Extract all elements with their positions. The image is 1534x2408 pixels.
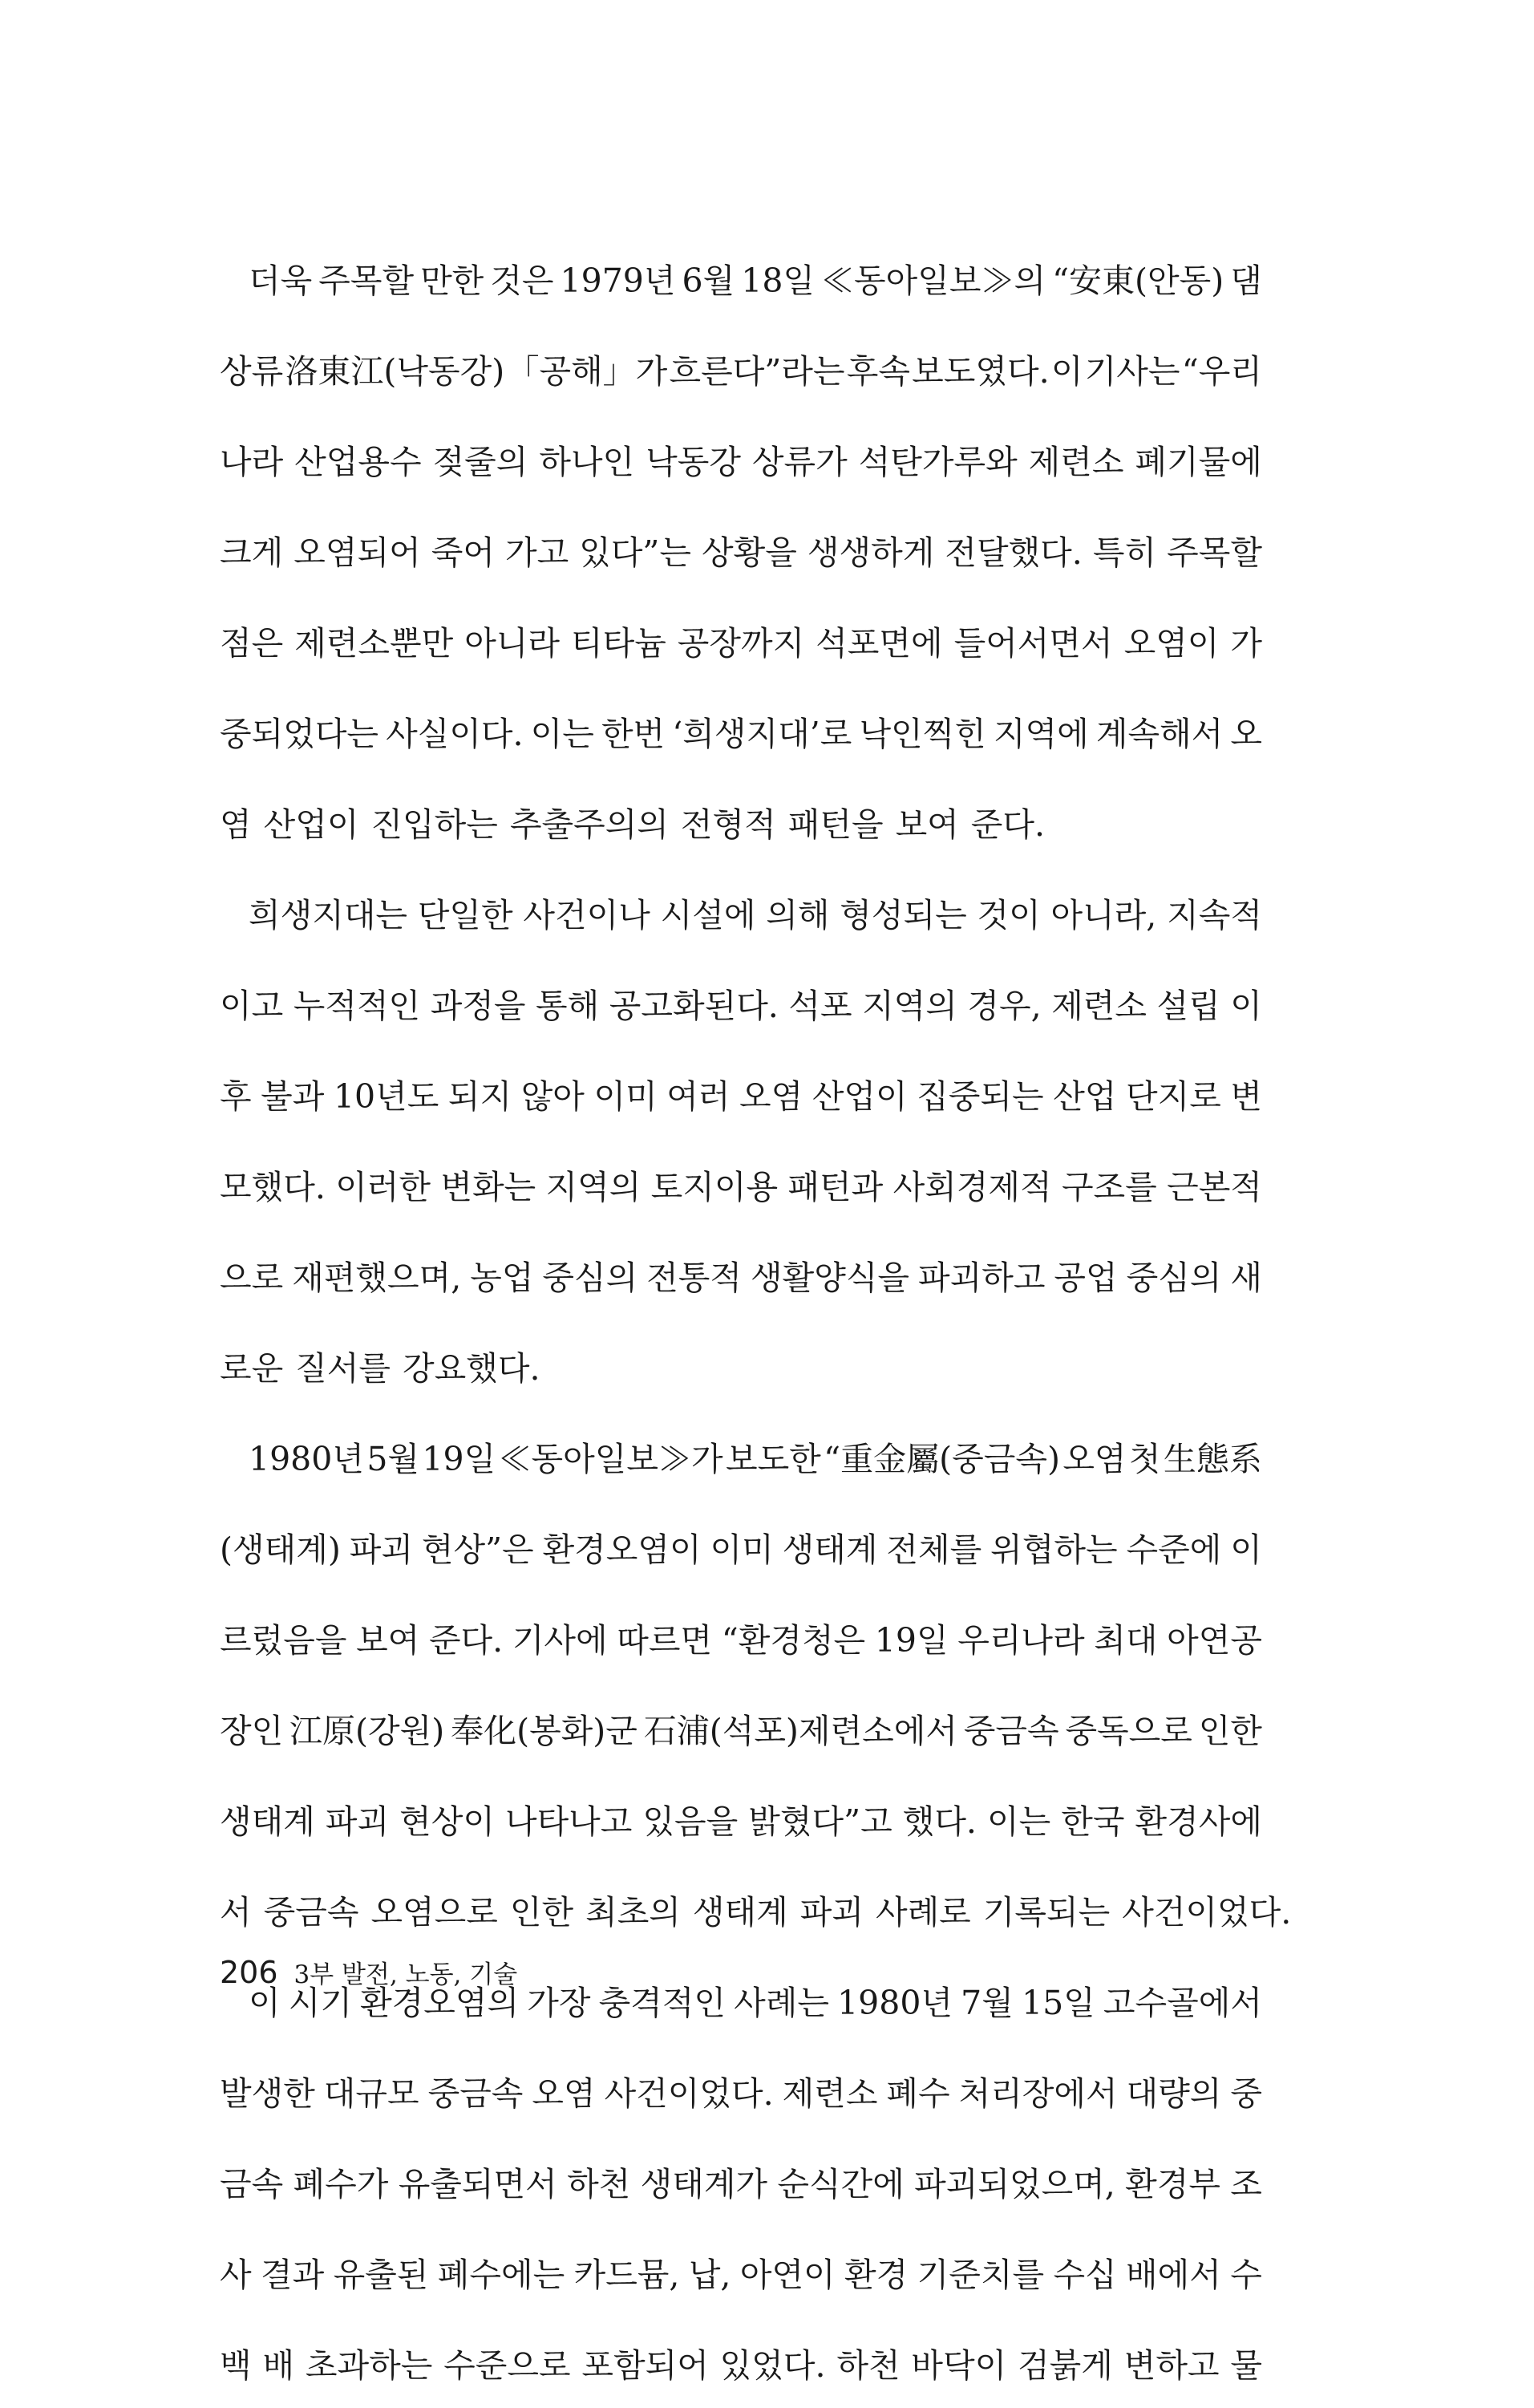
text-line: 더욱 주목할 만한 것은 1979년 6월 18일 ≪동아일보≫의 “安東(안동) 댐 — [249, 261, 1262, 300]
text-line: 백 배 초과하는 수준으로 포함되어 있었다. 하천 바닥이 검붉게 변하고 물 — [220, 2346, 1262, 2385]
text-line: 장인 江原(강원) 奉化(봉화)군 石浦(석포)제련소에서 중금속 중독으로 인한 — [220, 1712, 1262, 1750]
paragraph — [220, 867, 1262, 1411]
text-line: 사 결과 유출된 폐수에는 카드뮴, 납, 아연이 환경 기준치를 수십 배에서 수 — [220, 2256, 1262, 2294]
text-line: 크게 오염되어 죽어 가고 있다”는 상황을 생생하게 전달했다. 특히 주목할 — [220, 533, 1262, 572]
paragraph — [220, 1411, 1292, 1955]
text-line: 나라 산업용수 젖줄의 하나인 낙동강 상류가 석탄가루와 제련소 폐기물에 — [220, 443, 1262, 481]
text-line: 염 산업이 진입하는 추출주의의 전형적 패턴을 보여 준다. — [220, 805, 1046, 844]
text-line: 으로 재편했으며, 농업 중심의 전통적 생활양식을 파괴하고 공업 중심의 새 — [220, 1259, 1262, 1297]
text-line: 점은 제련소뿐만 아니라 티타늄 공장까지 석포면에 들어서면서 오염이 가 — [220, 624, 1262, 663]
text-line: 로운 질서를 강요했다. — [220, 1349, 540, 1388]
text-line: 금속 폐수가 유출되면서 하천 생태계가 순식간에 파괴되었으며, 환경부 조 — [220, 2165, 1262, 2203]
text-line: 이고 누적적인 과정을 통해 공고화된다. 석포 지역의 경우, 제련소 설립 이 — [220, 987, 1262, 1025]
text-line: 이 시기 환경오염의 가장 충격적인 사례는 1980년 7월 15일 고수골에서 — [249, 1984, 1262, 2022]
text-line: 희생지대는 단일한 사건이나 시설에 의해 형성되는 것이 아니라, 지속적 — [249, 896, 1262, 934]
text-line: 르렀음을 보여 준다. 기사에 따르면 “환경청은 19일 우리나라 최대 아연공 — [220, 1621, 1262, 1660]
text-line: (생태계) 파괴 현상”은 환경오염이 이미 생태계 전체를 위협하는 수준에 이 — [220, 1530, 1262, 1569]
text-line: 모했다. 이러한 변화는 지역의 토지이용 패턴과 사회경제적 구조를 근본적 — [220, 1168, 1262, 1206]
text-line: 서 중금속 오염으로 인한 최초의 생태계 파괴 사례로 기록되는 사건이었다. — [220, 1893, 1292, 1932]
text-line: 발생한 대규모 중금속 오염 사건이었다. 제련소 폐수 처리장에서 대량의 중 — [220, 2074, 1262, 2113]
running-head: 3부 발전, 노동, 기술 — [293, 1960, 518, 1989]
body-text — [220, 233, 1292, 2408]
text-line: 1980년 5월 19일 ≪동아일보≫가 보도한 “重金屬(중금속) 오염 첫 生態系 — [249, 1440, 1262, 1478]
text-line: 후 불과 10년도 되지 않아 이미 여러 오염 산업이 집중되는 산업 단지로 변 — [220, 1077, 1262, 1116]
paragraph — [220, 233, 1262, 867]
text-line: 중되었다는 사실이다. 이는 한번 ‘희생지대’로 낙인찍힌 지역에 계속해서 오 — [220, 715, 1262, 753]
page-footer — [220, 1954, 517, 1990]
text-line: 상류 洛東江(낙동강) 「공해」가 흐른다”라는 후속 보도였다. 이 기사는 “우리 — [220, 352, 1262, 391]
text-line: 생태계 파괴 현상이 나타나고 있음을 밝혔다”고 했다. 이는 한국 환경사에 — [220, 1802, 1262, 1841]
paragraph — [220, 1955, 1262, 2408]
page-number: 206 — [220, 1955, 278, 1990]
